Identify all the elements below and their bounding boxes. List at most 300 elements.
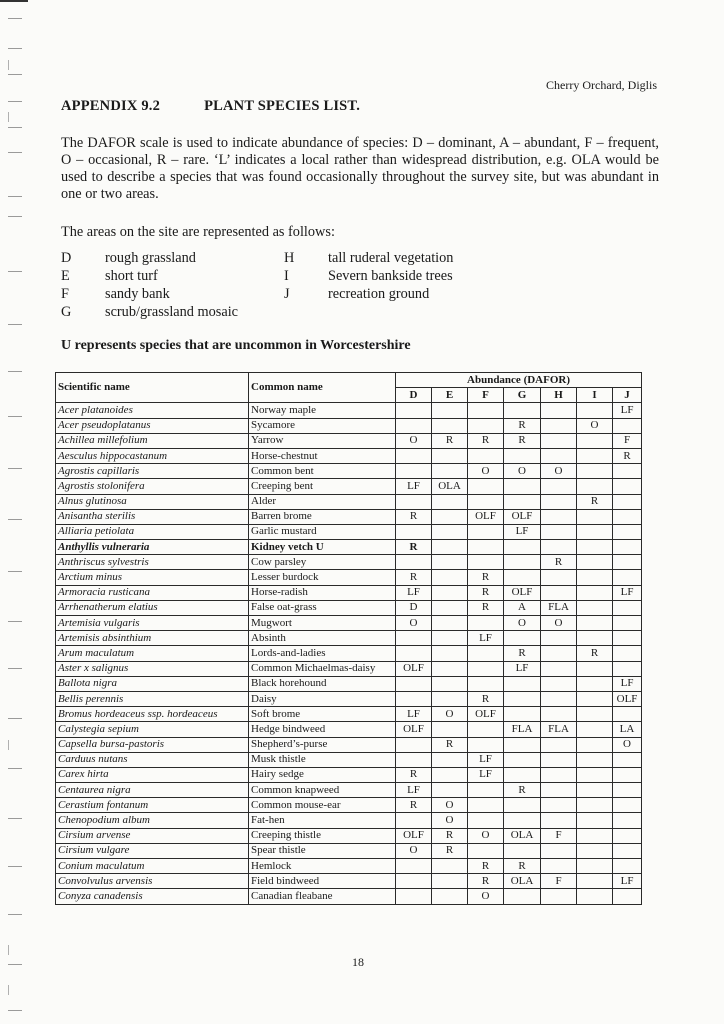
abundance-cell: O <box>468 889 504 904</box>
abundance-cell <box>504 540 541 555</box>
scientific-name-cell: Ballota nigra <box>56 676 249 691</box>
area-name: rough grassland <box>105 250 196 266</box>
area-name: recreation ground <box>328 286 430 302</box>
common-name-cell: Common mouse-ear <box>249 798 396 813</box>
abundance-cell <box>541 798 577 813</box>
scientific-name-cell: Anthriscus sylvestris <box>56 555 249 570</box>
abundance-cell: O <box>613 737 642 752</box>
abundance-cell: LF <box>468 752 504 767</box>
abundance-cell: O <box>541 616 577 631</box>
scientific-name-cell: Bellis perennis <box>56 691 249 706</box>
abundance-cell: OLF <box>396 722 432 737</box>
abundance-cell <box>613 843 642 858</box>
abundance-cell <box>613 828 642 843</box>
abundance-cell: OLF <box>468 707 504 722</box>
abundance-cell <box>613 798 642 813</box>
scientific-name-cell: Cirsium vulgare <box>56 843 249 858</box>
abundance-cell: FLA <box>541 722 577 737</box>
abundance-cell: OLF <box>504 509 541 524</box>
table-row <box>56 494 642 509</box>
abundance-cell <box>432 889 468 904</box>
table-row <box>56 585 642 600</box>
table-row <box>56 676 642 691</box>
scientific-name-cell: Calystegia sepium <box>56 722 249 737</box>
abundance-cell <box>613 570 642 585</box>
abundance-cell <box>396 737 432 752</box>
abundance-cell: O <box>468 828 504 843</box>
scientific-name-cell: Arctium minus <box>56 570 249 585</box>
common-name-cell: Black horehound <box>249 676 396 691</box>
area-name: sandy bank <box>105 286 170 302</box>
common-name-cell: Fat-hen <box>249 813 396 828</box>
common-name-cell: Hairy sedge <box>249 767 396 782</box>
area-column-header: E <box>432 388 468 403</box>
abundance-cell <box>577 403 613 418</box>
abundance-cell: OLA <box>432 479 468 494</box>
table-row <box>56 661 642 676</box>
abundance-cell <box>577 874 613 889</box>
abundance-cell <box>504 843 541 858</box>
abundance-cell <box>504 767 541 782</box>
scientific-name-cell: Artemisis absinthium <box>56 631 249 646</box>
abundance-cell <box>577 600 613 615</box>
abundance-cell <box>577 433 613 448</box>
abundance-cell: O <box>432 813 468 828</box>
scientific-name-cell: Aesculus hippocastanum <box>56 448 249 463</box>
abundance-cell <box>613 752 642 767</box>
scientific-name-cell: Carex hirta <box>56 767 249 782</box>
scientific-name-cell: Capsella bursa-pastoris <box>56 737 249 752</box>
abundance-cell <box>396 631 432 646</box>
area-code: D <box>61 250 72 266</box>
abundance-cell: F <box>613 433 642 448</box>
abundance-cell <box>541 418 577 433</box>
abundance-cell <box>468 676 504 691</box>
abundance-cell <box>396 874 432 889</box>
table-row <box>56 616 642 631</box>
abundance-cell <box>396 646 432 661</box>
table-row <box>56 433 642 448</box>
abundance-cell: F <box>541 828 577 843</box>
table-row <box>56 418 642 433</box>
abundance-cell <box>468 616 504 631</box>
common-name-cell: Norway maple <box>249 403 396 418</box>
abundance-cell <box>432 494 468 509</box>
common-name-cell: Absinth <box>249 631 396 646</box>
common-name-cell: Lords-and-ladies <box>249 646 396 661</box>
abundance-cell <box>541 509 577 524</box>
abundance-cell <box>504 555 541 570</box>
common-name-cell: Lesser burdock <box>249 570 396 585</box>
abundance-cell <box>468 524 504 539</box>
common-name-cell: Common Michaelmas-daisy <box>249 661 396 676</box>
area-code: J <box>284 286 290 302</box>
common-name-cell: Yarrow <box>249 433 396 448</box>
area-name: Severn bankside trees <box>328 268 453 284</box>
scientific-name-cell: Conyza canadensis <box>56 889 249 904</box>
common-name-cell: Horse-chestnut <box>249 448 396 463</box>
common-name-cell: Common knapweed <box>249 783 396 798</box>
abundance-cell <box>541 631 577 646</box>
abundance-cell: O <box>432 798 468 813</box>
abundance-cell <box>541 843 577 858</box>
abundance-cell: R <box>613 448 642 463</box>
abundance-cell <box>504 691 541 706</box>
abundance-cell: LF <box>468 767 504 782</box>
abundance-cell: R <box>577 494 613 509</box>
abundance-cell <box>432 418 468 433</box>
abundance-cell: LF <box>396 783 432 798</box>
table-row <box>56 646 642 661</box>
abundance-cell: R <box>468 859 504 874</box>
abundance-cell <box>541 494 577 509</box>
area-code: G <box>61 304 72 320</box>
abundance-cell <box>468 813 504 828</box>
abundance-cell <box>613 616 642 631</box>
abundance-cell: O <box>468 464 504 479</box>
abundance-cell: OLF <box>613 691 642 706</box>
appendix-subtitle: PLANT SPECIES LIST. <box>204 98 361 114</box>
abundance-cell <box>541 691 577 706</box>
area-item <box>61 285 238 303</box>
scientific-name-cell: Conium maculatum <box>56 859 249 874</box>
scientific-name-cell: Alliaria petiolata <box>56 524 249 539</box>
common-name-cell: Creeping bent <box>249 479 396 494</box>
table-row <box>56 874 642 889</box>
scientific-name-cell: Anthyllis vulneraria <box>56 540 249 555</box>
abundance-cell <box>577 570 613 585</box>
abundance-cell: LF <box>396 707 432 722</box>
abundance-cell <box>613 889 642 904</box>
abundance-cell <box>541 524 577 539</box>
abundance-cell <box>504 570 541 585</box>
abundance-cell <box>396 691 432 706</box>
abundance-cell <box>577 631 613 646</box>
scientific-name-cell: Alnus glutinosa <box>56 494 249 509</box>
abundance-cell <box>504 676 541 691</box>
abundance-cell <box>432 464 468 479</box>
abundance-cell: R <box>468 585 504 600</box>
abundance-cell <box>577 676 613 691</box>
abundance-cell <box>468 737 504 752</box>
scientific-name-cell: Agrostis capillaris <box>56 464 249 479</box>
abundance-cell <box>577 889 613 904</box>
abundance-cell: R <box>468 691 504 706</box>
abundance-cell: OLA <box>504 874 541 889</box>
abundance-cell <box>396 752 432 767</box>
abundance-cell <box>613 555 642 570</box>
abundance-cell: O <box>577 418 613 433</box>
abundance-cell <box>613 418 642 433</box>
abundance-cell <box>504 494 541 509</box>
abundance-cell: O <box>396 433 432 448</box>
area-column-header: J <box>613 388 642 403</box>
abundance-cell <box>504 631 541 646</box>
abundance-cell <box>432 859 468 874</box>
common-name-cell: Barren brome <box>249 509 396 524</box>
abundance-cell: R <box>468 600 504 615</box>
abundance-cell <box>613 509 642 524</box>
abundance-cell <box>577 783 613 798</box>
abundance-cell <box>577 540 613 555</box>
scientific-name-cell: Acer pseudoplatanus <box>56 418 249 433</box>
abundance-cell <box>577 585 613 600</box>
abundance-cell: R <box>468 433 504 448</box>
abundance-cell <box>504 752 541 767</box>
abundance-cell <box>432 631 468 646</box>
table-row <box>56 540 642 555</box>
area-code: H <box>284 250 295 266</box>
table-row <box>56 722 642 737</box>
scientific-name-cell: Aster x salignus <box>56 661 249 676</box>
abundance-cell <box>613 479 642 494</box>
abundance-cell <box>396 676 432 691</box>
area-item <box>61 267 238 285</box>
areas-list-right <box>284 249 453 303</box>
abundance-cell <box>468 448 504 463</box>
abundance-cell <box>432 676 468 691</box>
areas-intro: The areas on the site are represented as follows: <box>61 224 335 240</box>
common-name-cell: Musk thistle <box>249 752 396 767</box>
abundance-cell: R <box>504 859 541 874</box>
table-row <box>56 448 642 463</box>
abundance-cell <box>541 676 577 691</box>
area-code: I <box>284 268 289 284</box>
abundance-cell <box>577 722 613 737</box>
abundance-cell <box>504 798 541 813</box>
abundance-cell <box>541 889 577 904</box>
abundance-cell <box>541 479 577 494</box>
abundance-cell <box>541 783 577 798</box>
abundance-cell <box>468 403 504 418</box>
abundance-cell: LF <box>468 631 504 646</box>
abundance-cell <box>577 828 613 843</box>
abundance-cell <box>432 661 468 676</box>
abundance-cell: R <box>504 646 541 661</box>
abundance-cell: FLA <box>504 722 541 737</box>
abundance-cell <box>396 448 432 463</box>
abundance-cell <box>613 494 642 509</box>
common-name-cell: Hemlock <box>249 859 396 874</box>
abundance-cell <box>504 813 541 828</box>
abundance-cell <box>541 859 577 874</box>
species-table-body <box>56 403 642 904</box>
abundance-cell: O <box>432 707 468 722</box>
abundance-cell: LF <box>613 676 642 691</box>
scientific-name-cell: Arum maculatum <box>56 646 249 661</box>
scientific-name-cell: Cerastium fontanum <box>56 798 249 813</box>
area-item <box>284 249 453 267</box>
abundance-cell <box>541 707 577 722</box>
common-name-cell: Cow parsley <box>249 555 396 570</box>
abundance-cell <box>577 524 613 539</box>
abundance-cell <box>577 555 613 570</box>
abundance-cell <box>541 737 577 752</box>
abundance-cell <box>541 433 577 448</box>
abundance-cell <box>468 555 504 570</box>
scientific-name-cell: Artemisia vulgaris <box>56 616 249 631</box>
abundance-cell <box>468 418 504 433</box>
common-name-cell: Spear thistle <box>249 843 396 858</box>
abundance-cell <box>577 661 613 676</box>
table-row <box>56 783 642 798</box>
abundance-cell <box>432 448 468 463</box>
abundance-cell <box>396 813 432 828</box>
abundance-cell <box>541 752 577 767</box>
abundance-cell <box>468 661 504 676</box>
abundance-cell <box>541 403 577 418</box>
area-name: scrub/grassland mosaic <box>105 304 239 320</box>
abundance-cell <box>468 646 504 661</box>
table-row <box>56 600 642 615</box>
abundance-cell <box>577 798 613 813</box>
abundance-cell <box>577 479 613 494</box>
page-number: 18 <box>352 955 364 969</box>
abundance-cell: O <box>504 464 541 479</box>
abundance-cell <box>432 722 468 737</box>
abundance-cell: O <box>396 616 432 631</box>
abundance-cell: R <box>396 767 432 782</box>
abundance-cell: R <box>432 828 468 843</box>
abundance-cell <box>396 464 432 479</box>
abundance-cell <box>613 464 642 479</box>
abundance-cell <box>468 494 504 509</box>
abundance-cell <box>396 418 432 433</box>
table-row <box>56 813 642 828</box>
area-column-header: F <box>468 388 504 403</box>
abundance-cell: LA <box>613 722 642 737</box>
common-name-cell: Alder <box>249 494 396 509</box>
area-item <box>284 285 453 303</box>
table-row <box>56 524 642 539</box>
abundance-cell <box>396 555 432 570</box>
abundance-cell: O <box>541 464 577 479</box>
abundance-cell <box>468 798 504 813</box>
abundance-cell <box>577 767 613 782</box>
abundance-cell <box>432 600 468 615</box>
abundance-cell: R <box>432 737 468 752</box>
area-item <box>61 303 238 321</box>
abundance-cell: OLA <box>504 828 541 843</box>
common-name-cell: Hedge bindweed <box>249 722 396 737</box>
abundance-cell: LF <box>504 524 541 539</box>
table-row <box>56 707 642 722</box>
table-row <box>56 752 642 767</box>
scientific-name-cell: Convolvulus arvensis <box>56 874 249 889</box>
abundance-cell <box>432 752 468 767</box>
scientific-name-cell: Carduus nutans <box>56 752 249 767</box>
abundance-cell <box>577 509 613 524</box>
abundance-cell <box>468 783 504 798</box>
common-name-cell: Kidney vetch U <box>249 540 396 555</box>
abundance-cell <box>541 570 577 585</box>
abundance-cell <box>396 889 432 904</box>
abundance-cell <box>613 631 642 646</box>
abundance-cell <box>396 524 432 539</box>
abundance-cell: LF <box>504 661 541 676</box>
abundance-cell <box>541 767 577 782</box>
abundance-cell: R <box>396 509 432 524</box>
abundance-cell <box>577 464 613 479</box>
table-row <box>56 570 642 585</box>
abundance-cell <box>541 661 577 676</box>
common-name-cell: Horse-radish <box>249 585 396 600</box>
table-row <box>56 737 642 752</box>
scientific-name-cell: Cirsium arvense <box>56 828 249 843</box>
area-name: short turf <box>105 268 158 284</box>
abundance-cell <box>577 843 613 858</box>
table-row <box>56 889 642 904</box>
abundance-cell <box>613 767 642 782</box>
abundance-cell: R <box>468 570 504 585</box>
common-name-cell: Common bent <box>249 464 396 479</box>
abundance-cell: R <box>396 798 432 813</box>
abundance-cell <box>613 707 642 722</box>
abundance-cell <box>541 448 577 463</box>
abundance-cell <box>613 646 642 661</box>
scientific-name-cell: Anisantha sterilis <box>56 509 249 524</box>
scientific-name-cell: Agrostis stolonifera <box>56 479 249 494</box>
common-name-cell: Canadian fleabane <box>249 889 396 904</box>
scientific-name-cell: Centaurea nigra <box>56 783 249 798</box>
abundance-cell: LF <box>613 874 642 889</box>
abundance-cell <box>432 570 468 585</box>
abundance-cell: R <box>468 874 504 889</box>
abundance-cell <box>613 859 642 874</box>
abundance-cell <box>396 859 432 874</box>
table-row <box>56 479 642 494</box>
abundance-cell <box>432 403 468 418</box>
abundance-cell <box>468 479 504 494</box>
table-row <box>56 555 642 570</box>
abundance-cell <box>577 691 613 706</box>
abundance-cell <box>577 859 613 874</box>
areas-list-left <box>61 249 238 321</box>
scientific-name-cell: Chenopodium album <box>56 813 249 828</box>
abundance-cell <box>432 616 468 631</box>
area-item <box>61 249 238 267</box>
abundance-header: Abundance (DAFOR) <box>396 373 642 388</box>
abundance-cell: LF <box>613 403 642 418</box>
abundance-cell <box>468 843 504 858</box>
table-row <box>56 798 642 813</box>
table-row <box>56 403 642 418</box>
document-location-header: Cherry Orchard, Diglis <box>546 78 657 92</box>
abundance-cell: R <box>577 646 613 661</box>
area-code: F <box>61 286 69 302</box>
abundance-cell: OLF <box>504 585 541 600</box>
abundance-cell: LF <box>613 585 642 600</box>
area-column-header: I <box>577 388 613 403</box>
common-name-cell: Garlic mustard <box>249 524 396 539</box>
area-name: tall ruderal vegetation <box>328 250 454 266</box>
scientific-name-cell: Arrhenatherum elatius <box>56 600 249 615</box>
abundance-cell <box>468 722 504 737</box>
scientific-name-header: Scientific name <box>56 373 249 403</box>
abundance-cell <box>577 752 613 767</box>
abundance-cell: OLF <box>468 509 504 524</box>
abundance-cell <box>396 494 432 509</box>
area-item <box>284 267 453 285</box>
abundance-cell <box>468 540 504 555</box>
abundance-cell <box>504 889 541 904</box>
table-row <box>56 828 642 843</box>
appendix-title <box>61 98 360 115</box>
area-code: E <box>61 268 70 284</box>
scientific-name-cell: Bromus hordeaceus ssp. hordeaceus <box>56 707 249 722</box>
uncommon-note: U represents species that are uncommon in Worcestershire <box>61 338 411 353</box>
area-column-header: G <box>504 388 541 403</box>
